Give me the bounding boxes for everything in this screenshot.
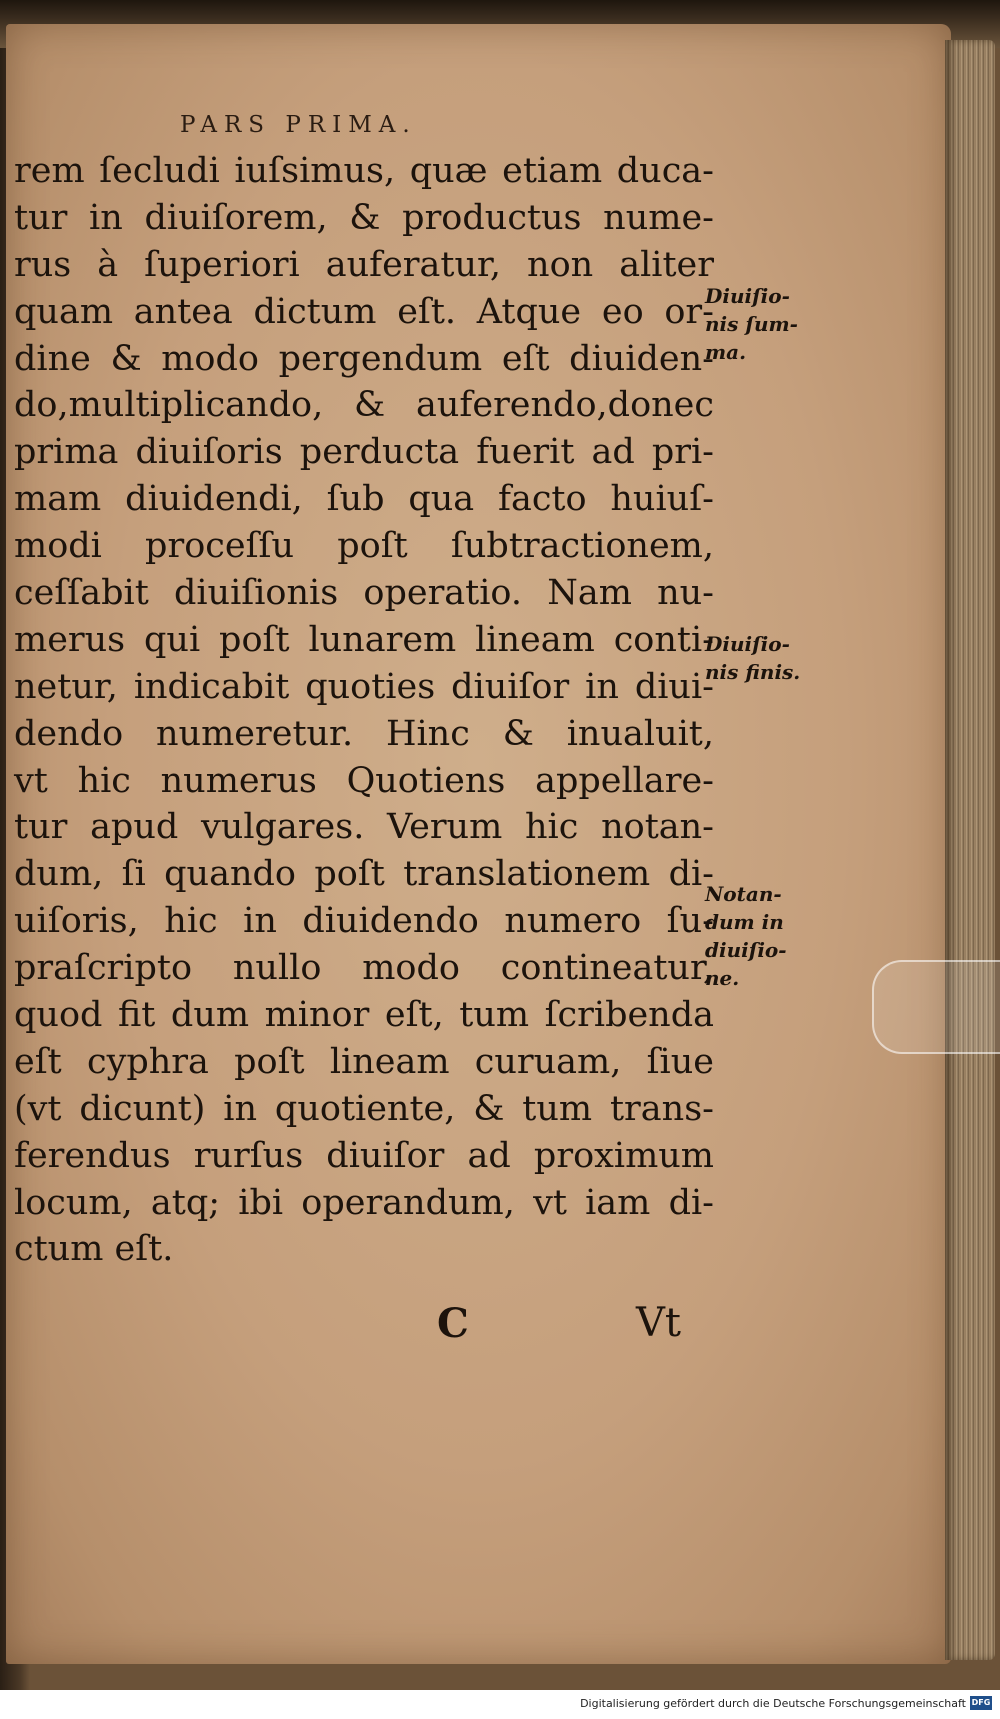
marginal-note-nota xyxy=(705,880,787,992)
text-line: mam diuidendi, ſub qua facto huiuſ- xyxy=(14,479,714,520)
dfg-logo: DFG xyxy=(970,1696,992,1710)
text-line: modi proceſſu poſt ſubtractionem, xyxy=(14,526,714,567)
marginal-line: nis ſum- xyxy=(705,312,798,336)
text-line: eſt cyphra poſt lineam curuam, ſiue xyxy=(14,1041,714,1082)
page-stack-edges xyxy=(945,40,995,1660)
text-line: (vt dicunt) in quotiente, & tum trans- xyxy=(14,1088,714,1129)
body-text xyxy=(14,148,714,1273)
text-line: merus qui poſt lunarem lineam conti- xyxy=(14,619,714,660)
marginal-line: diuiſio- xyxy=(705,938,787,962)
marginal-line: Notan- xyxy=(705,882,782,906)
text-line: ctum eſt. xyxy=(14,1229,174,1270)
glass-clasp-reflection xyxy=(872,960,1000,1054)
text-line: locum, atq; ibi operandum, vt iam di- xyxy=(14,1182,714,1223)
text-line: quod fit dum minor eſt, tum ſcribenda xyxy=(14,995,714,1036)
signature-mark: C xyxy=(437,1300,469,1347)
text-line: ferendus rurſus diuiſor ad proximum xyxy=(14,1135,714,1176)
text-line: do,multiplicando, & auferendo,donec xyxy=(14,385,714,426)
text-line: uiſoris, hic in diuidendo numero ſu- xyxy=(14,901,714,942)
marginal-line: nis finis. xyxy=(705,660,801,684)
text-line: dine & modo pergendum eſt diuiden- xyxy=(14,338,714,379)
text-line: quam antea dictum eſt. Atque eo or- xyxy=(14,291,714,332)
marginal-line: Diuiſio- xyxy=(705,284,790,308)
text-line: prima diuiſoris perducta fuerit ad pri- xyxy=(14,432,714,473)
text-line: rus à ſuperiori auferatur, non aliter xyxy=(14,244,714,285)
marginal-note-end xyxy=(705,630,800,686)
marginal-note-summary xyxy=(705,282,798,366)
text-line: dum, ſi quando poſt translationem di- xyxy=(14,854,714,895)
text-line: tur apud vulgares. Verum hic notan- xyxy=(14,807,714,848)
marginal-line: Diuiſio- xyxy=(705,632,790,656)
text-line: ceſſabit diuiſionis operatio. Nam nu- xyxy=(14,573,714,614)
running-head: PARS PRIMA. xyxy=(180,112,417,138)
text-line: vt hic numerus Quotiens appellare- xyxy=(14,760,714,801)
marginal-line: ne. xyxy=(705,966,740,990)
text-line: dendo numeretur. Hinc & inualuit, xyxy=(14,713,714,754)
catchword: Vt xyxy=(636,1300,681,1346)
marginal-line: dum in xyxy=(705,910,784,934)
text-line: praſcripto nullo modo contineatur, xyxy=(14,948,714,989)
text-line: tur in diuiſorem, & productus nume- xyxy=(14,197,714,238)
marginal-line: ma. xyxy=(705,340,747,364)
footer-credit: Digitalisierung gefördert durch die Deutsche Forschungsgemeinschaft xyxy=(580,1697,966,1710)
text-line: netur, indicabit quoties diuiſor in diui- xyxy=(14,666,714,707)
text-line: rem ſecludi iuſsimus, quæ etiam duca- xyxy=(14,151,714,191)
